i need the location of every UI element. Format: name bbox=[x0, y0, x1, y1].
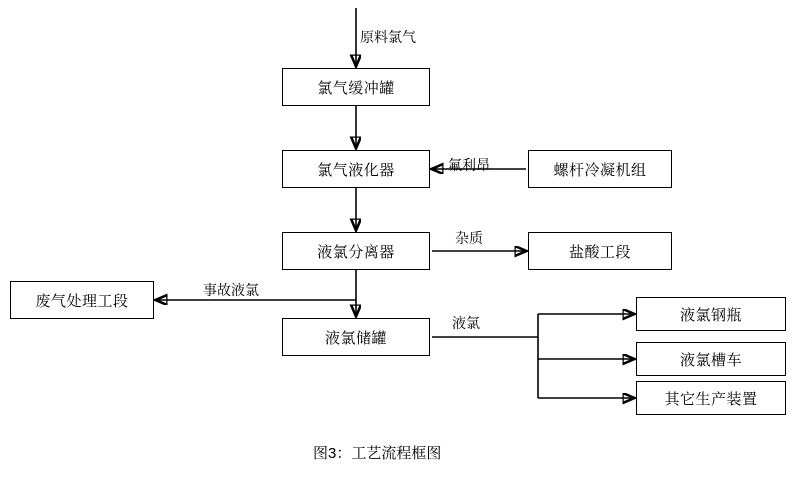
node-label: 氯气液化器 bbox=[317, 161, 395, 179]
edge-label-feed-chlorine: 原料氯气 bbox=[360, 29, 416, 45]
node-liquefier bbox=[282, 150, 430, 188]
edge-label-impurity: 杂质 bbox=[455, 230, 483, 246]
node-label: 液氯槽车 bbox=[679, 351, 742, 369]
node-separator bbox=[282, 232, 430, 270]
node-other-production-units bbox=[636, 381, 786, 415]
node-label: 液氯储罐 bbox=[324, 329, 387, 347]
node-screw-chiller bbox=[528, 150, 672, 188]
edge-label-accident-liquid-chlorine: 事故液氯 bbox=[203, 282, 259, 298]
node-buffer-tank bbox=[282, 68, 430, 106]
node-waste-gas-treatment bbox=[10, 281, 154, 319]
node-label: 盐酸工段 bbox=[568, 243, 631, 261]
node-label: 液氯钢瓶 bbox=[679, 306, 742, 324]
node-label: 废气处理工段 bbox=[35, 292, 129, 310]
edge-label-freon: 氟利昂 bbox=[448, 157, 490, 173]
edge-label-liquid-chlorine: 液氯 bbox=[452, 315, 480, 331]
node-label: 螺杆冷凝机组 bbox=[553, 161, 647, 179]
node-chlorine-cylinder bbox=[636, 297, 786, 331]
node-storage-tank bbox=[282, 318, 430, 356]
node-label: 其它生产装置 bbox=[664, 390, 758, 408]
node-hydrochloric-acid-section bbox=[528, 232, 672, 270]
node-label: 氯气缓冲罐 bbox=[317, 79, 395, 97]
node-chlorine-tanker bbox=[636, 342, 786, 376]
node-label: 液氯分离器 bbox=[317, 243, 395, 261]
figure-caption: 图3：工艺流程框图 bbox=[313, 445, 442, 462]
